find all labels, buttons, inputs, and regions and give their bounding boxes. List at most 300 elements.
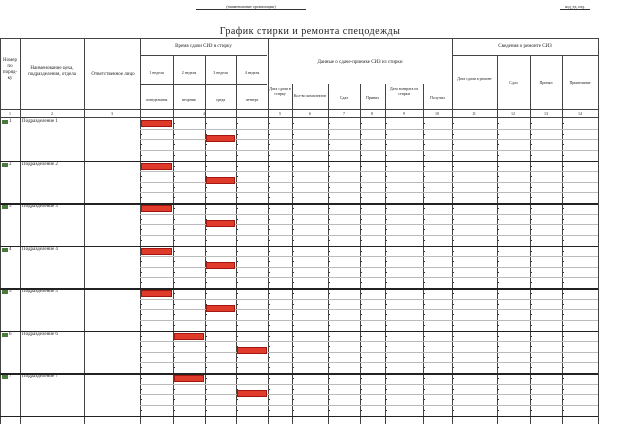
grid-dot xyxy=(269,399,270,400)
col-number-1: 1 xyxy=(9,111,11,116)
grid-dot xyxy=(563,389,564,390)
grid-dot xyxy=(269,282,270,283)
page-title: График стирки и ремонта спецодежды xyxy=(219,26,401,37)
grid-dot xyxy=(563,208,564,209)
grid-dot xyxy=(361,282,362,283)
grid-dot xyxy=(141,229,142,230)
grid-dot xyxy=(269,187,270,188)
grid-dot xyxy=(174,251,175,252)
grid-dot xyxy=(386,251,387,252)
grid-dot xyxy=(174,389,175,390)
grid-dot xyxy=(563,219,564,220)
grid-dot xyxy=(206,325,207,326)
grid-dot xyxy=(424,166,425,167)
sub-row-line xyxy=(140,320,598,321)
sub-row-line xyxy=(140,256,598,257)
grid-dot xyxy=(293,357,294,358)
grid-dot xyxy=(361,410,362,411)
col-number-5: 5 xyxy=(279,111,281,116)
grid-dot xyxy=(237,240,238,241)
grid-vline xyxy=(20,38,21,424)
grid-dot xyxy=(329,229,330,230)
grid-dot xyxy=(174,229,175,230)
grid-dot xyxy=(206,251,207,252)
grid-dot xyxy=(386,399,387,400)
grid-dot xyxy=(531,389,532,390)
grid-dot xyxy=(424,389,425,390)
col-num-header: Номер по поряд-ку xyxy=(2,58,18,81)
grid-dot xyxy=(453,357,454,358)
schedule-bar xyxy=(206,135,235,142)
grid-dot xyxy=(141,197,142,198)
col-number-4: 4 xyxy=(203,111,205,116)
grid-dot xyxy=(453,166,454,167)
repair-col-4: Примечание xyxy=(569,80,591,85)
grid-dot xyxy=(563,144,564,145)
grid-dot xyxy=(329,123,330,124)
grid-dot xyxy=(453,367,454,368)
grid-dot xyxy=(424,314,425,315)
grid-dot xyxy=(453,314,454,315)
grid-dot xyxy=(424,325,425,326)
grid-dot xyxy=(141,399,142,400)
grid-dot xyxy=(293,272,294,273)
grid-dot xyxy=(498,208,499,209)
col-number-14: 14 xyxy=(578,111,582,116)
grid-dot xyxy=(386,123,387,124)
grid-dot xyxy=(206,187,207,188)
grid-dot xyxy=(563,240,564,241)
grid-dot xyxy=(361,304,362,305)
grid-dot xyxy=(329,389,330,390)
grid-dot xyxy=(386,378,387,379)
grid-dot xyxy=(361,325,362,326)
grid-dot xyxy=(293,208,294,209)
grid-dot xyxy=(453,197,454,198)
grid-dot xyxy=(293,304,294,305)
grid-vline xyxy=(84,38,85,424)
grid-dot xyxy=(424,197,425,198)
grid-dot xyxy=(329,399,330,400)
grid-dot xyxy=(237,282,238,283)
grid-dot xyxy=(269,176,270,177)
grid-dot xyxy=(498,346,499,347)
row-label: Подразделение 6 xyxy=(22,331,58,337)
grid-dot xyxy=(498,367,499,368)
grid-dot xyxy=(361,314,362,315)
grid-dot xyxy=(329,144,330,145)
schedule-bar xyxy=(206,305,235,312)
grid-dot xyxy=(269,197,270,198)
grid-dot xyxy=(424,240,425,241)
grid-dot xyxy=(563,378,564,379)
grid-dot xyxy=(329,197,330,198)
grid-dot xyxy=(206,272,207,273)
row-marker xyxy=(2,248,8,252)
grid-dot xyxy=(293,367,294,368)
schedule-bar xyxy=(174,375,204,382)
grid-dot xyxy=(206,389,207,390)
grid-dot xyxy=(206,336,207,337)
grid-dot xyxy=(361,219,362,220)
grid-dot xyxy=(141,367,142,368)
wash-col-2: Кол-во комплектов xyxy=(293,93,327,98)
grid-dot xyxy=(361,357,362,358)
org-name-field: (наименование организации) xyxy=(196,4,306,10)
grid-dot xyxy=(293,346,294,347)
grid-dot xyxy=(206,197,207,198)
grid-dot xyxy=(329,240,330,241)
grid-dot xyxy=(453,378,454,379)
row-label: Подразделение 7 xyxy=(22,374,58,379)
col-number-11: 11 xyxy=(472,111,476,116)
grid-dot xyxy=(563,410,564,411)
grid-dot xyxy=(293,229,294,230)
grid-dot xyxy=(141,219,142,220)
wash-col-1: Дата сдачи в стирку xyxy=(269,86,291,96)
grid-dot xyxy=(453,187,454,188)
grid-dot xyxy=(424,367,425,368)
grid-dot xyxy=(329,166,330,167)
grid-dot xyxy=(531,272,532,273)
grid-dot xyxy=(329,378,330,379)
grid-dot xyxy=(563,346,564,347)
grid-dot xyxy=(424,261,425,262)
grid-dot xyxy=(498,272,499,273)
wash-col-3: Сдал xyxy=(339,95,349,100)
grid-dot xyxy=(174,272,175,273)
schedule-bar xyxy=(206,177,235,184)
grid-dot xyxy=(498,166,499,167)
grid-dot xyxy=(386,155,387,156)
repair-col-3: Принял xyxy=(539,80,553,85)
table-top-line xyxy=(0,38,598,39)
grid-dot xyxy=(361,367,362,368)
grid-dot xyxy=(269,166,270,167)
grid-dot xyxy=(141,176,142,177)
grid-dot xyxy=(293,176,294,177)
grid-dot xyxy=(141,325,142,326)
grid-dot xyxy=(174,346,175,347)
grid-dot xyxy=(531,123,532,124)
grid-dot xyxy=(206,293,207,294)
grid-dot xyxy=(424,346,425,347)
grid-dot xyxy=(531,208,532,209)
grid-dot xyxy=(269,325,270,326)
grid-dot xyxy=(269,367,270,368)
grid-dot xyxy=(269,304,270,305)
grid-dot xyxy=(293,336,294,337)
grid-dot xyxy=(269,123,270,124)
grid-dot xyxy=(206,240,207,241)
grid-dot xyxy=(361,155,362,156)
grid-dot xyxy=(498,197,499,198)
grid-dot xyxy=(453,261,454,262)
grid-dot xyxy=(498,134,499,135)
grid-dot xyxy=(206,166,207,167)
grid-dot xyxy=(237,155,238,156)
row-marker xyxy=(2,120,8,124)
grid-dot xyxy=(174,410,175,411)
grid-dot xyxy=(329,219,330,220)
grid-dot xyxy=(361,240,362,241)
grid-dot xyxy=(498,144,499,145)
grid-dot xyxy=(453,123,454,124)
grid-dot xyxy=(237,251,238,252)
grid-dot xyxy=(269,389,270,390)
grid-dot xyxy=(293,240,294,241)
grid-dot xyxy=(453,155,454,156)
grid-dot xyxy=(174,176,175,177)
grid-dot xyxy=(269,134,270,135)
grid-dot xyxy=(386,314,387,315)
row-number: 1 xyxy=(9,119,12,124)
grid-dot xyxy=(293,197,294,198)
grid-dot xyxy=(269,314,270,315)
grid-dot xyxy=(293,251,294,252)
grid-dot xyxy=(329,346,330,347)
grid-dot xyxy=(329,251,330,252)
wash-col-5: Дата возврата из стирки xyxy=(389,86,419,96)
grid-dot xyxy=(424,399,425,400)
grid-dot xyxy=(531,229,532,230)
col-number-6: 6 xyxy=(309,111,311,116)
grid-dot xyxy=(206,357,207,358)
grid-dot xyxy=(237,293,238,294)
grid-dot xyxy=(386,325,387,326)
grid-dot xyxy=(293,219,294,220)
sub-row-line xyxy=(140,362,598,363)
col-number-8: 8 xyxy=(371,111,373,116)
grid-dot xyxy=(386,229,387,230)
grid-dot xyxy=(453,272,454,273)
schedule-bar xyxy=(141,163,172,170)
grid-dot xyxy=(386,336,387,337)
grid-dot xyxy=(531,282,532,283)
grid-dot xyxy=(386,304,387,305)
grid-dot xyxy=(424,187,425,188)
grid-dot xyxy=(329,314,330,315)
grid-dot xyxy=(453,229,454,230)
grid-dot xyxy=(531,399,532,400)
grid-dot xyxy=(453,304,454,305)
grid-dot xyxy=(386,219,387,220)
sub-row-line xyxy=(140,352,598,353)
schedule-bar xyxy=(141,290,172,297)
grid-dot xyxy=(361,134,362,135)
grid-dot xyxy=(174,219,175,220)
grid-dot xyxy=(269,293,270,294)
grid-dot xyxy=(206,399,207,400)
grid-dot xyxy=(141,389,142,390)
grid-dot xyxy=(174,208,175,209)
grid-dot xyxy=(206,378,207,379)
grid-dot xyxy=(563,251,564,252)
grid-dot xyxy=(206,123,207,124)
grid-dot xyxy=(453,282,454,283)
grid-dot xyxy=(386,293,387,294)
grid-dot xyxy=(141,144,142,145)
grid-dot xyxy=(498,240,499,241)
grid-dot xyxy=(563,229,564,230)
grid-dot xyxy=(174,166,175,167)
grid-dot xyxy=(531,197,532,198)
grid-dot xyxy=(329,155,330,156)
grid-dot xyxy=(361,166,362,167)
grid-dot xyxy=(174,325,175,326)
grid-dot xyxy=(386,144,387,145)
sub-row-line xyxy=(140,192,598,193)
row-marker xyxy=(2,205,8,209)
grid-dot xyxy=(269,378,270,379)
grid-dot xyxy=(453,240,454,241)
grid-dot xyxy=(424,410,425,411)
grid-dot xyxy=(498,123,499,124)
grid-dot xyxy=(453,144,454,145)
grid-dot xyxy=(237,187,238,188)
grid-dot xyxy=(293,282,294,283)
grid-dot xyxy=(498,389,499,390)
grid-dot xyxy=(269,155,270,156)
grid-dot xyxy=(531,346,532,347)
grid-dot xyxy=(563,155,564,156)
grid-dot xyxy=(563,336,564,337)
grid-dot xyxy=(563,272,564,273)
grid-dot xyxy=(293,123,294,124)
grid-dot xyxy=(531,378,532,379)
grid-dot xyxy=(531,367,532,368)
grid-dot xyxy=(498,314,499,315)
grid-dot xyxy=(386,389,387,390)
schedule-bar xyxy=(141,205,172,212)
grid-dot xyxy=(498,187,499,188)
grid-dot xyxy=(531,336,532,337)
col-number-9: 9 xyxy=(403,111,405,116)
grid-dot xyxy=(174,357,175,358)
grid-dot xyxy=(386,187,387,188)
grid-dot xyxy=(206,144,207,145)
delivery-sub-line xyxy=(140,55,267,56)
grid-dot xyxy=(563,197,564,198)
grid-dot xyxy=(174,314,175,315)
grid-dot xyxy=(361,229,362,230)
grid-dot xyxy=(453,134,454,135)
grid-dot xyxy=(531,176,532,177)
repair-sub-line xyxy=(452,55,598,56)
sub-row-line xyxy=(140,277,598,278)
grid-dot xyxy=(237,410,238,411)
sub-row-line xyxy=(140,129,598,130)
grid-dot xyxy=(424,357,425,358)
grid-dot xyxy=(386,346,387,347)
grid-dot xyxy=(453,293,454,294)
col-number-3: 3 xyxy=(111,111,113,116)
grid-dot xyxy=(563,399,564,400)
col-number-12: 12 xyxy=(511,111,515,116)
grid-dot xyxy=(269,336,270,337)
schedule-bar xyxy=(174,333,204,340)
grid-dot xyxy=(329,293,330,294)
sub-row-line xyxy=(140,299,598,300)
grid-dot xyxy=(386,367,387,368)
grid-dot xyxy=(329,176,330,177)
grid-dot xyxy=(361,389,362,390)
grid-dot xyxy=(329,134,330,135)
grid-dot xyxy=(386,208,387,209)
grid-dot xyxy=(424,282,425,283)
schedule-bar xyxy=(141,120,172,127)
grid-dot xyxy=(424,229,425,230)
grid-dot xyxy=(174,282,175,283)
grid-dot xyxy=(386,240,387,241)
grid-dot xyxy=(563,325,564,326)
grid-dot xyxy=(206,314,207,315)
grid-dot xyxy=(531,166,532,167)
row-number: 2 xyxy=(9,161,12,167)
grid-dot xyxy=(424,293,425,294)
grid-dot xyxy=(563,367,564,368)
grid-dot xyxy=(498,155,499,156)
grid-dot xyxy=(453,219,454,220)
grid-dot xyxy=(361,336,362,337)
grid-dot xyxy=(498,325,499,326)
grid-dot xyxy=(361,176,362,177)
grid-dot xyxy=(453,346,454,347)
grid-dot xyxy=(141,378,142,379)
grid-dot xyxy=(563,166,564,167)
header-bottom-line xyxy=(0,109,598,110)
grid-dot xyxy=(174,144,175,145)
grid-dot xyxy=(174,155,175,156)
grid-dot xyxy=(174,123,175,124)
grid-dot xyxy=(141,314,142,315)
wash-col-6: Получил xyxy=(430,95,445,100)
grid-dot xyxy=(329,282,330,283)
grid-dot xyxy=(269,208,270,209)
group-line xyxy=(0,416,598,418)
grid-dot xyxy=(269,219,270,220)
grid-dot xyxy=(498,378,499,379)
grid-dot xyxy=(237,336,238,337)
grid-dot xyxy=(498,176,499,177)
grid-dot xyxy=(498,399,499,400)
grid-dot xyxy=(269,410,270,411)
grid-dot xyxy=(386,166,387,167)
row-marker xyxy=(2,163,8,167)
grid-dot xyxy=(237,314,238,315)
grid-dot xyxy=(424,134,425,135)
grid-dot xyxy=(141,187,142,188)
row-number: 6 xyxy=(9,331,12,337)
grid-dot xyxy=(498,410,499,411)
grid-dot xyxy=(424,176,425,177)
grid-dot xyxy=(141,272,142,273)
grid-dot xyxy=(329,304,330,305)
grid-dot xyxy=(386,176,387,177)
grid-dot xyxy=(141,357,142,358)
col-number-2: 2 xyxy=(51,111,53,116)
grid-dot xyxy=(531,304,532,305)
row-number: 4 xyxy=(9,246,12,252)
grid-dot xyxy=(563,357,564,358)
grid-dot xyxy=(563,282,564,283)
grid-dot xyxy=(174,293,175,294)
grid-dot xyxy=(453,399,454,400)
col-number-10: 10 xyxy=(435,111,439,116)
grid-dot xyxy=(237,367,238,368)
sub-row-line xyxy=(140,384,598,385)
row-label: Подразделение 1 xyxy=(22,119,58,124)
